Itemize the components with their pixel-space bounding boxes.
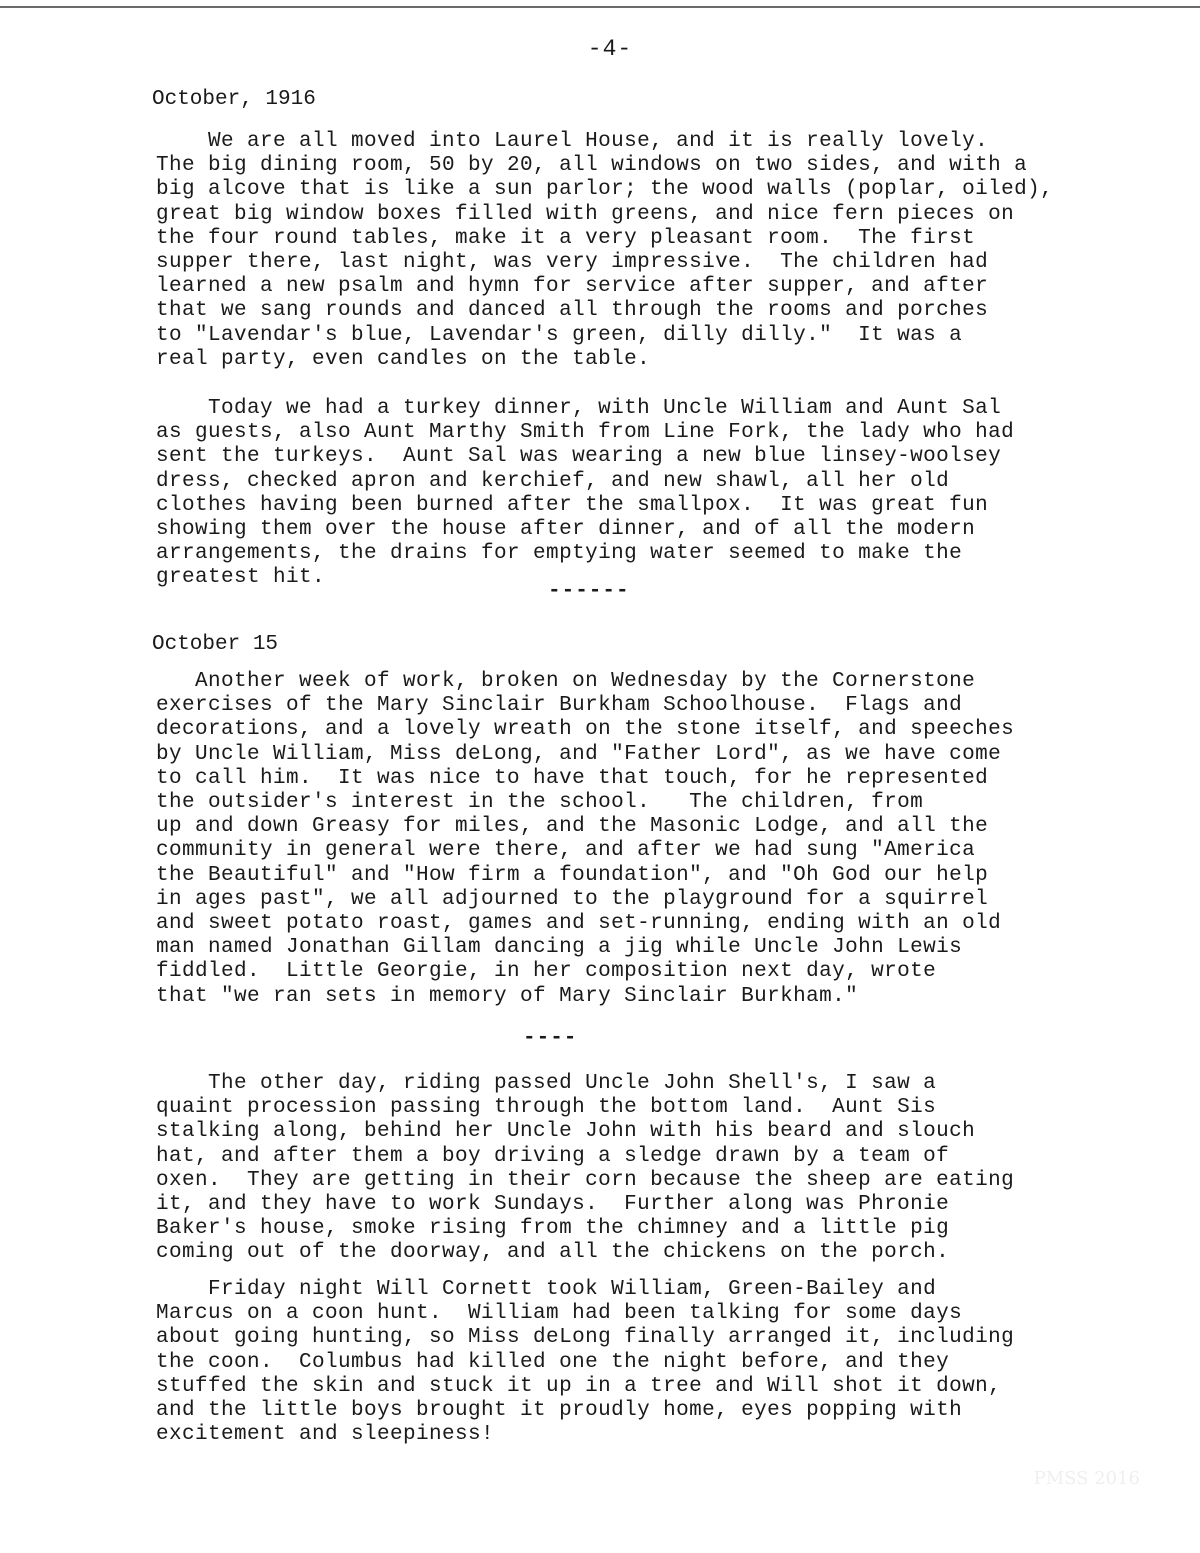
entry-paragraph: Today we had a turkey dinner, with Uncle William and Aunt Sal as guests, also Aunt Marthy Smith from Line Fork, the lady who had sent the turkeys. Aunt Sal was wearing a new blue linsey-woolsey dress, checked apron and kerchief, and new shawl, all her old clothes having been burned after the smallpox. It was great fun showing them over the house after dinner, and of all the modern arrangements, the drains for emptying water seemed to make the greatest hit. [156, 397, 1015, 590]
section-separator: ---- [523, 1027, 578, 1050]
section-separator: ------ [548, 580, 630, 603]
archive-watermark: PMSS 2016 [1033, 1468, 1140, 1489]
entry-paragraph: The other day, riding passed Uncle John Shell's, I saw a quaint procession passing through the bottom land. Aunt Sis stalking along, behind her Uncle John with his beard and slouch hat, and after them a boy driving a sledge drawn by a team of oxen. They are getting in their corn because the sheep are eating it, and they have to work Sundays. Further along was Phronie Baker's house, smoke rising from the chimney and a little pig coming out of the doorway, and all the chickens on the porch. [156, 1072, 1015, 1265]
entry-paragraph: We are all moved into Laurel House, and it is really lovely. The big dining room, 50 by 20, all windows on two sides, and with a big alcove that is like a sun parlor; the wood walls (poplar, oiled), great big window boxes filled with greens, and nice fern pieces on the four round tables, make it a very pleasant room. The first supper there, last night, was very impressive. The children had learned a new psalm and hymn for service after supper, and after that we sang rounds and danced all through the rooms and porches to "Lavendar's blue, Lavendar's green, dilly dilly." It was a real party, even candles on the table. [156, 130, 1054, 371]
page-number: -4- [587, 36, 633, 62]
entry-date-heading: October, 1916 [152, 88, 316, 111]
top-border-rule [0, 6, 1200, 8]
entry-date-heading: October 15 [152, 633, 279, 656]
entry-paragraph: Another week of work, broken on Wednesday by the Cornerstone exercises of the Mary Sinclair Burkham Schoolhouse. Flags and decorations, and a lovely wreath on the stone itself, and speeches by Uncle William, Miss deLong, and "Father Lord", as we have come to call him. It was nice to have that touch, for he represented the outsider's interest in the school. The children, from up and down Greasy for miles, and the Masonic Lodge, and all the community in general were there, and after we had sung "America the Beautiful" and "How firm a foundation", and "Oh God our help in ages past", we all adjourned to the playground for a squirrel and sweet potato roast, games and set-running, ending with an old man named Jonathan Gillam dancing a jig while Uncle John Lewis fiddled. Little Georgie, in her composition next day, wrote that "we ran sets in memory of Mary Sinclair Burkham." [156, 670, 1015, 1008]
entry-paragraph: Friday night Will Cornett took William, Green-Bailey and Marcus on a coon hunt. William had been talking for some days about going hunting, so Miss deLong finally arranged it, including the coon. Columbus had killed one the night before, and they stuffed the skin and stuck it up in a tree and Will shot it down, and the little boys brought it proudly home, eyes popping with excitement and sleepiness! [156, 1278, 1015, 1447]
